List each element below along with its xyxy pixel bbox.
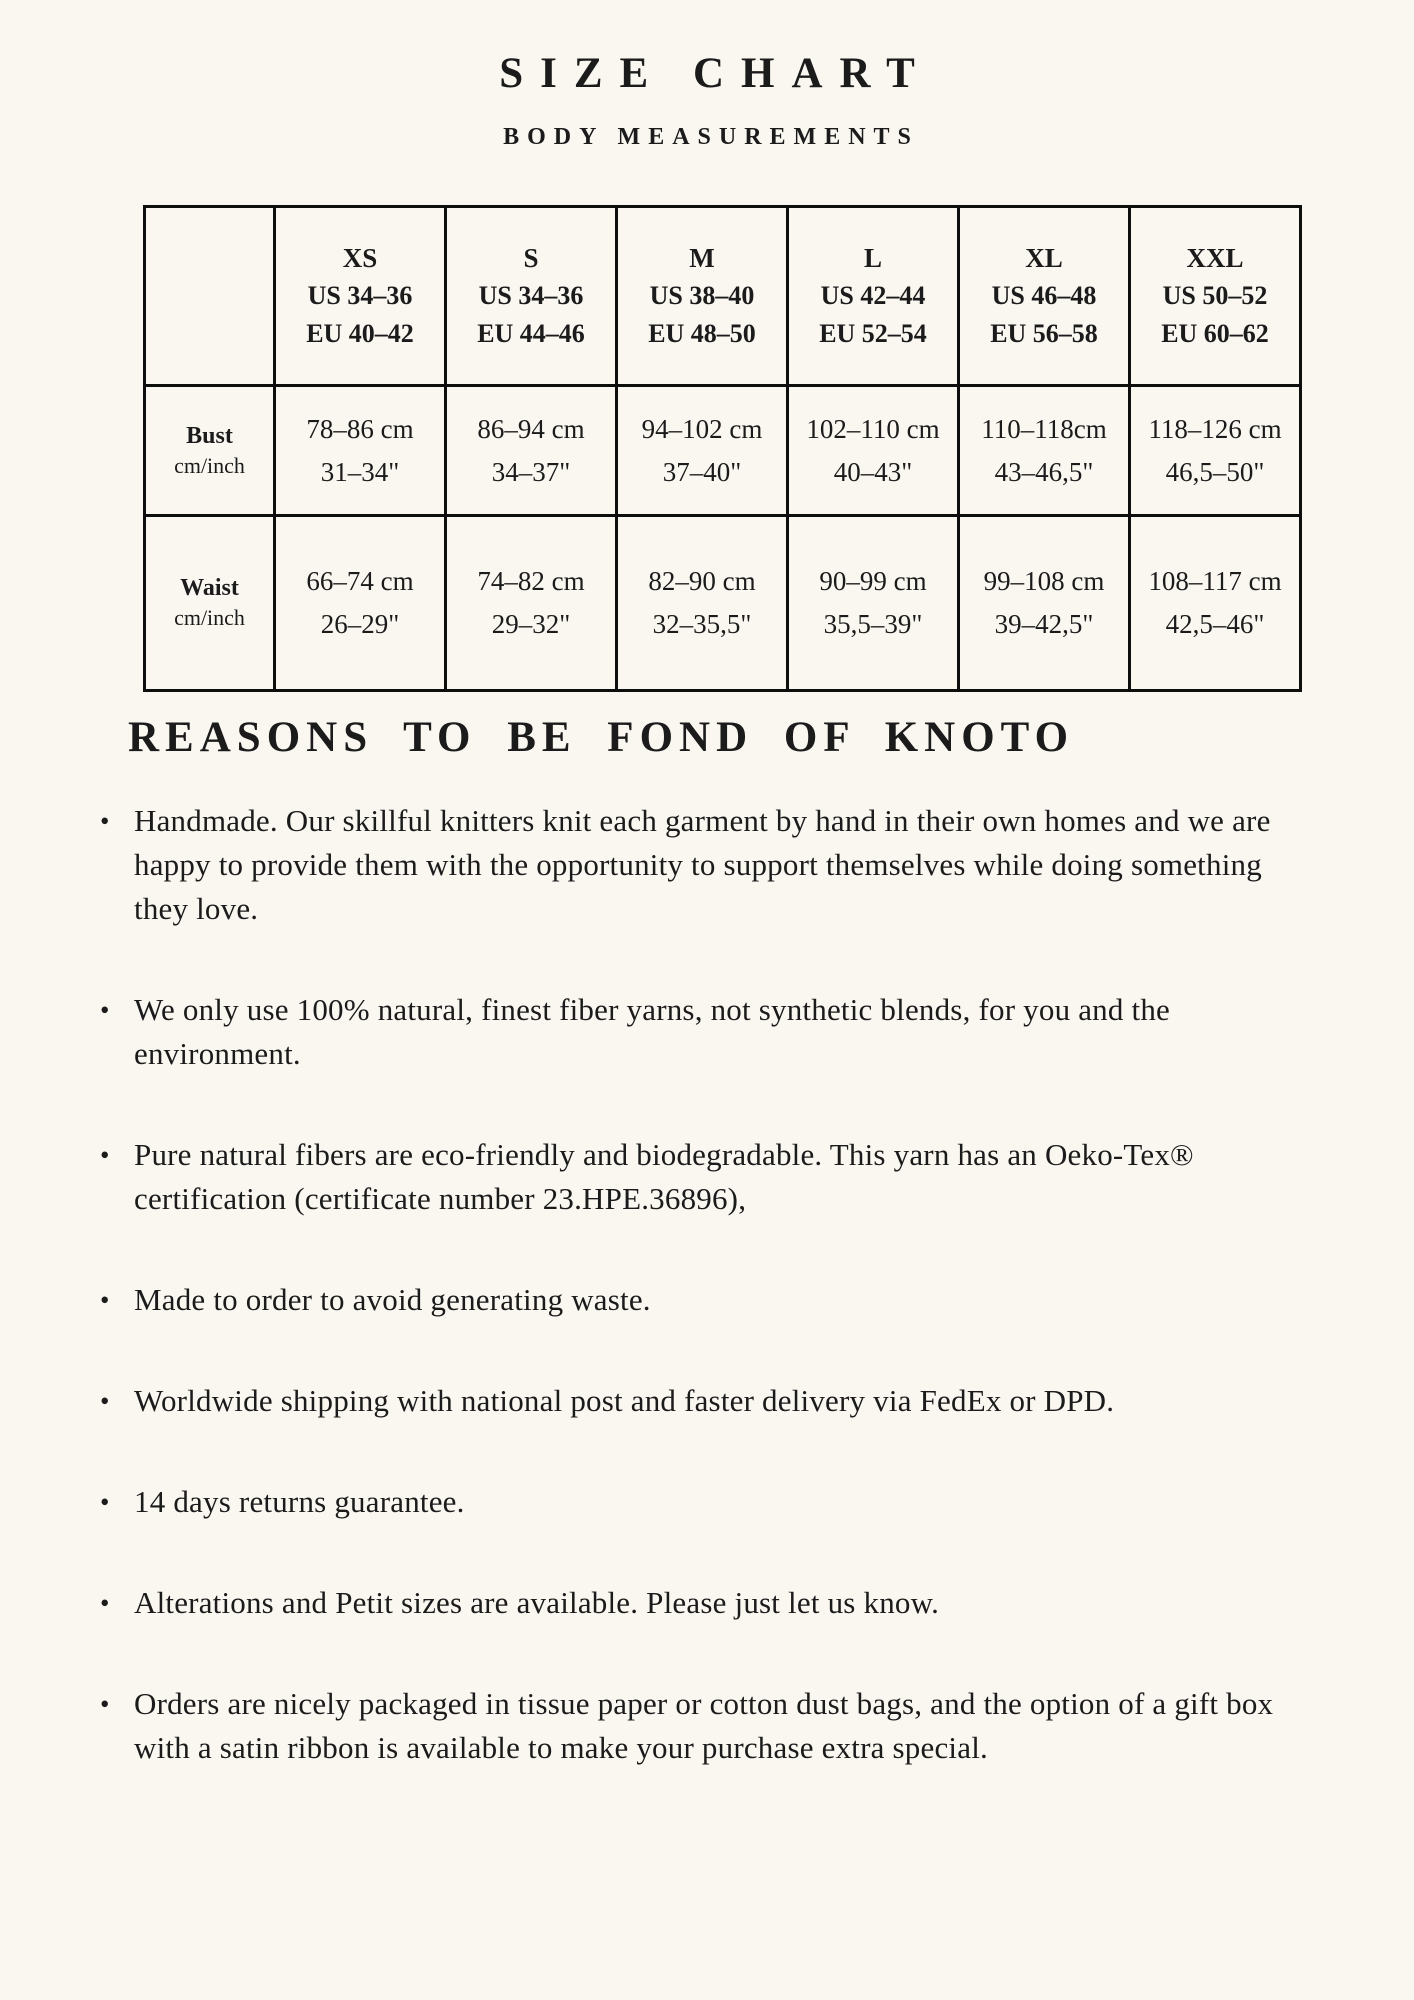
eu-size: EU 40–42 [306, 319, 414, 348]
list-item [100, 1682, 1304, 1770]
list-item [100, 799, 1304, 931]
size-column-header-m [617, 207, 788, 386]
page-title: SIZE CHART [499, 50, 932, 97]
measurement-cell [446, 386, 617, 516]
bullet-icon: • [100, 1140, 110, 1170]
inch-value: 43–46,5" [994, 456, 1094, 487]
list-item-text: Orders are nicely packaged in tissue paper or cotton dust bags, and the option of a gift box with a satin ribbon is available to make your purchase extra special. [134, 1686, 1274, 1765]
eu-size: EU 52–54 [819, 319, 927, 348]
cm-value: 66–74 cm [306, 566, 414, 596]
measurement-cell [788, 516, 959, 691]
bullet-icon: • [100, 1689, 110, 1719]
bullet-icon: • [100, 1588, 110, 1618]
list-item-text: Handmade. Our skillful knitters knit each garment by hand in their own homes and we are happy to provide them with the opportunity to support themselves while doing something they love. [134, 803, 1271, 926]
us-size: US 34–36 [307, 281, 413, 310]
list-item [100, 988, 1304, 1076]
inch-value: 42,5–46" [1165, 609, 1265, 639]
cm-value: 118–126 cm [1148, 413, 1282, 444]
list-item-text: 14 days returns guarantee. [134, 1484, 465, 1519]
us-size: US 38–40 [649, 281, 755, 310]
eu-size: EU 56–58 [990, 319, 1098, 348]
size-column-header-l [788, 207, 959, 386]
cm-value: 90–99 cm [819, 566, 927, 596]
measurement-cell [1130, 516, 1301, 691]
inch-value: 46,5–50" [1165, 456, 1265, 487]
measurement-cell [617, 516, 788, 691]
cm-value: 102–110 cm [806, 413, 940, 444]
measurement-cell [788, 386, 959, 516]
waist-row [145, 516, 1301, 691]
measurement-cell [959, 386, 1130, 516]
list-item-text: Pure natural fibers are eco-friendly and biodegradable. This yarn has an Oeko-Tex® certification (certificate number 23.HPE.36896), [134, 1137, 1194, 1216]
size-label: XXL [1186, 243, 1244, 273]
measurement-cell [275, 516, 446, 691]
measurement-cell [446, 516, 617, 691]
row-label-cell-bust [145, 386, 275, 516]
unit-label: cm/inch [174, 605, 245, 630]
page-subtitle: BODY MEASUREMENTS [503, 124, 919, 150]
unit-label: cm/inch [174, 452, 245, 478]
size-label: XL [1025, 243, 1063, 273]
size-column-header-xl [959, 207, 1130, 386]
size-chart-table [143, 205, 1302, 692]
inch-value: 37–40" [662, 456, 742, 487]
reasons-list [0, 799, 1414, 1770]
bust-row [145, 386, 1301, 516]
cm-value: 78–86 cm [306, 413, 414, 444]
list-item [100, 1581, 1304, 1625]
inch-value: 39–42,5" [994, 609, 1094, 639]
list-item-text: Worldwide shipping with national post and faster delivery via FedEx or DPD. [134, 1383, 1115, 1418]
list-item [100, 1379, 1304, 1423]
corner-cell [145, 207, 275, 386]
page-background [0, 52, 1414, 2000]
inch-value: 32–35,5" [652, 609, 752, 639]
measurement-cell [1130, 386, 1301, 516]
inch-value: 34–37" [491, 456, 571, 487]
inch-value: 29–32" [491, 609, 571, 639]
measure-label: Bust [186, 422, 233, 449]
us-size: US 50–52 [1162, 281, 1268, 310]
size-column-header-xs [275, 207, 446, 386]
us-size: US 42–44 [820, 281, 926, 310]
list-item [100, 1480, 1304, 1524]
cm-value: 74–82 cm [477, 566, 585, 596]
measurement-cell [617, 386, 788, 516]
inch-value: 35,5–39" [823, 609, 923, 639]
table-header-row [145, 207, 1301, 386]
us-size: US 34–36 [478, 281, 584, 310]
cm-value: 99–108 cm [983, 566, 1105, 596]
list-item-text: Made to order to avoid generating waste. [134, 1282, 651, 1317]
list-item [100, 1133, 1304, 1221]
size-label: XS [342, 243, 378, 273]
list-item [100, 1278, 1304, 1322]
measurement-cell [275, 386, 446, 516]
bullet-icon: • [100, 1285, 110, 1315]
inch-value: 40–43" [833, 456, 913, 487]
bullet-icon: • [100, 1487, 110, 1517]
inch-value: 26–29" [320, 609, 400, 639]
cm-value: 110–118cm [981, 413, 1107, 444]
size-label: S [523, 243, 539, 273]
bullet-icon: • [100, 806, 110, 836]
bullet-icon: • [100, 1386, 110, 1416]
cm-value: 94–102 cm [641, 413, 763, 444]
measure-label: Waist [180, 575, 239, 601]
us-size: US 46–48 [991, 281, 1097, 310]
size-column-header-s [446, 207, 617, 386]
reasons-heading: REASONS TO BE FOND OF KNOTO [128, 714, 1075, 761]
size-label: L [863, 243, 882, 273]
measurement-cell [959, 516, 1130, 691]
cm-value: 108–117 cm [1148, 566, 1282, 596]
row-label-cell-waist [145, 516, 275, 691]
list-item-text: We only use 100% natural, finest fiber yarns, not synthetic blends, for you and the environment. [134, 992, 1170, 1071]
size-column-header-xxl [1130, 207, 1301, 386]
cm-value: 82–90 cm [648, 566, 756, 596]
list-item-text: Alterations and Petit sizes are available. Please just let us know. [134, 1585, 940, 1620]
eu-size: EU 44–46 [477, 319, 585, 348]
inch-value: 31–34" [320, 456, 400, 487]
eu-size: EU 48–50 [648, 319, 756, 348]
cm-value: 86–94 cm [477, 413, 585, 444]
bullet-icon: • [100, 995, 110, 1025]
eu-size: EU 60–62 [1161, 319, 1269, 348]
size-label: M [689, 243, 715, 273]
